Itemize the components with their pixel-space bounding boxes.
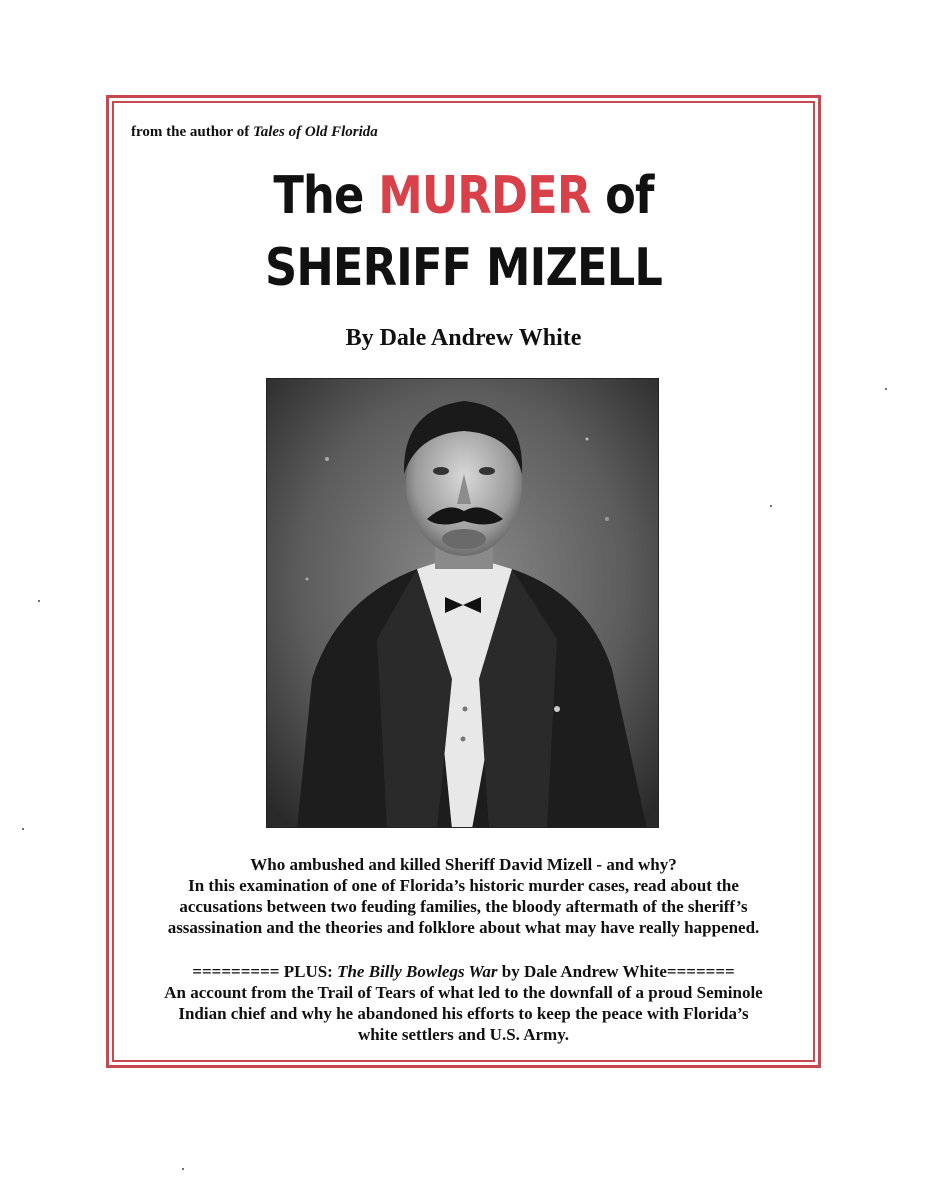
scan-speck — [22, 828, 24, 830]
description-line: accusations between two feuding families, the bloody aftermath of the sheriff’s — [179, 897, 748, 916]
plus-heading — [112, 961, 815, 982]
plus-label: PLUS: — [279, 962, 338, 981]
scan-speck — [885, 388, 887, 390]
title-of: of — [590, 166, 654, 226]
portrait-photo — [266, 378, 659, 828]
plus-right-rule: ======= — [666, 962, 735, 981]
title-murder: MURDER — [378, 166, 591, 226]
title-the: The — [273, 166, 379, 226]
description-line: assassination and the theories and folklore about what may have really happened. — [167, 918, 760, 937]
plus-title: The Billy Bowlegs War — [337, 962, 498, 981]
title-line-1 — [156, 166, 771, 226]
plus-section — [112, 961, 815, 1045]
plus-left-rule: ========= — [192, 962, 280, 981]
plus-author: by Dale Andrew White — [497, 962, 667, 981]
description-line: In this examination of one of Florida’s historic murder cases, read about the — [188, 876, 739, 895]
plus-description-line: An account from the Trail of Tears of what led to the downfall of a proud Seminole — [164, 983, 763, 1002]
title-line-2: SHERIFF MIZELL — [265, 238, 662, 298]
intro-line — [131, 124, 378, 141]
scan-speck — [38, 600, 40, 602]
byline: By Dale Andrew White — [345, 325, 582, 351]
plus-description-line: Indian chief and why he abandoned his efforts to keep the peace with Florida’s — [178, 1004, 749, 1023]
description-line: Who ambushed and killed Sheriff David Mizell - and why? — [250, 855, 677, 874]
description — [112, 854, 815, 938]
scan-speck — [770, 505, 772, 507]
intro-prefix: from the author of — [131, 124, 253, 140]
scan-speck — [182, 1168, 184, 1170]
plus-description-line: white settlers and U.S. Army. — [357, 1025, 570, 1044]
intro-book-title: Tales of Old Florida — [252, 124, 378, 140]
